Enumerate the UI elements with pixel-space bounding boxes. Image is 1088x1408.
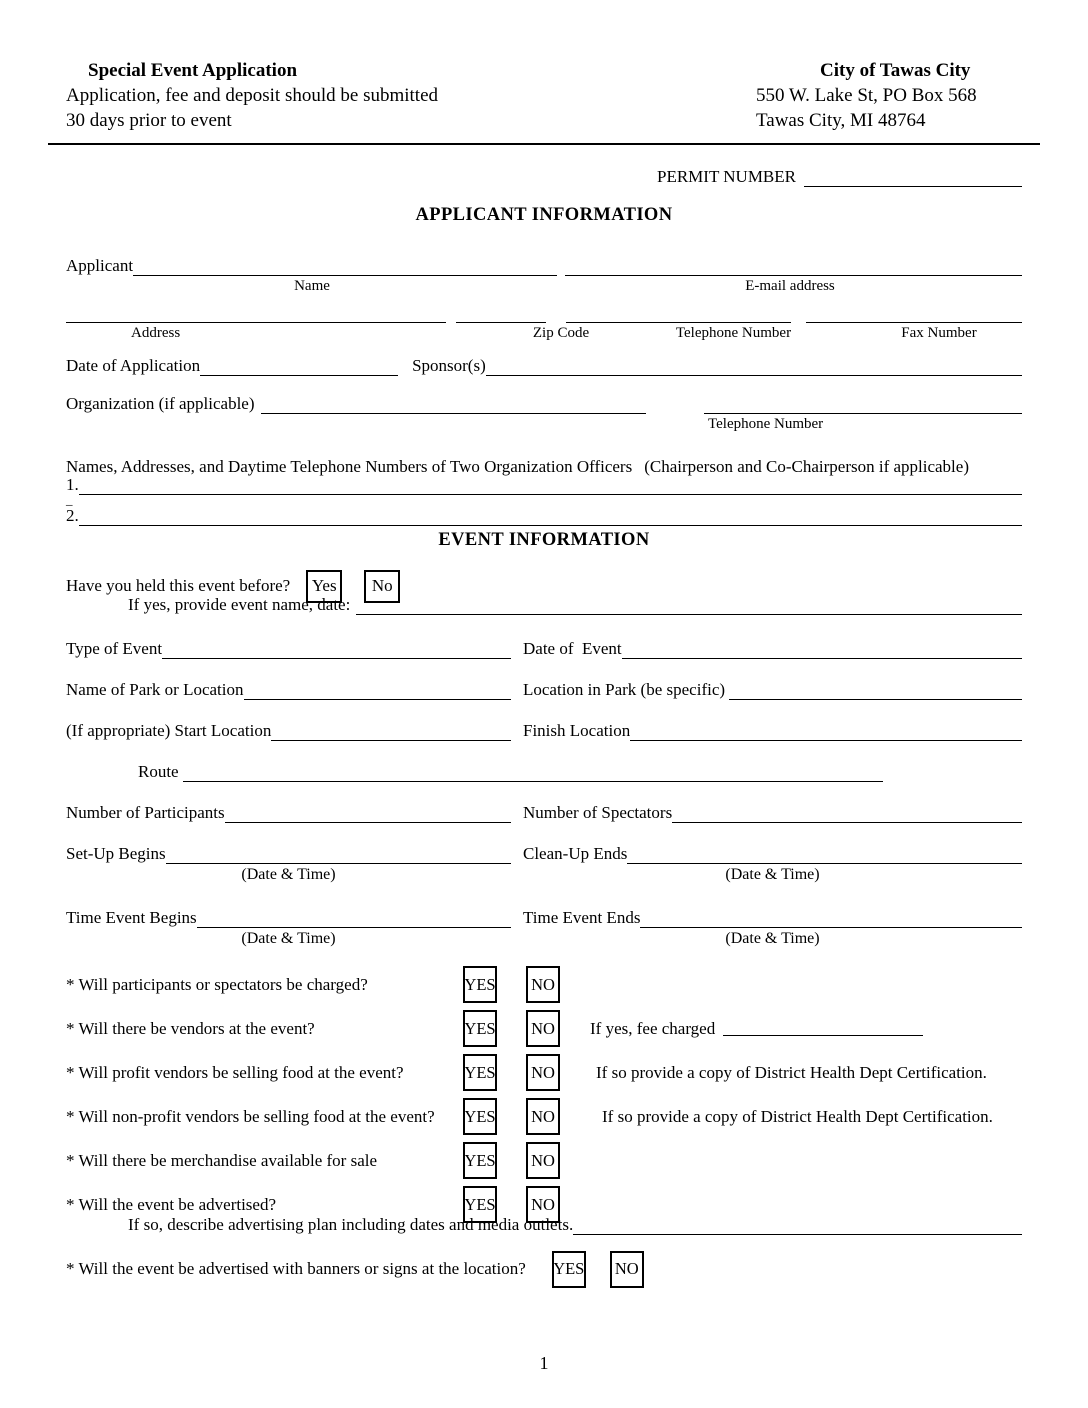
organization-telephone-field[interactable] (704, 397, 1023, 414)
cleanup-datetime-caption: (Date & Time) (725, 866, 820, 884)
start-location-field[interactable] (271, 724, 511, 741)
finish-location-field[interactable] (630, 724, 1022, 741)
question-vendors-row (66, 1010, 1022, 1047)
participants-field[interactable] (225, 806, 511, 823)
question-profit-vendors-row (66, 1054, 1022, 1091)
telephone-caption: Telephone Number (675, 325, 792, 342)
type-of-event-label: Type of Event (66, 639, 163, 659)
question-charged-row (66, 966, 1022, 1003)
q6-no-checkbox[interactable]: NO (526, 1186, 560, 1223)
time-ends-datetime-caption: (Date & Time) (725, 930, 820, 948)
q3-yes-checkbox[interactable]: YES (463, 1054, 497, 1091)
applicant-captions-row1 (66, 278, 1022, 295)
question-merchandise-row (66, 1142, 1022, 1179)
applicant-address-field[interactable] (66, 306, 446, 323)
applicant-section-title: APPLICANT INFORMATION (415, 205, 673, 226)
name-caption: Name (294, 278, 330, 295)
q5-yes-checkbox[interactable]: YES (463, 1142, 497, 1179)
applicant-email-field[interactable] (565, 259, 1022, 276)
question-merchandise-label: * Will there be merchandise available for sale (66, 1150, 378, 1170)
page-number: 1 (539, 1353, 549, 1373)
advertising-plan-row (66, 1215, 1022, 1235)
officer-2-row (66, 508, 1022, 526)
header-left (66, 58, 438, 133)
q3-certification-note: If so provide a copy of District Health Dept Certification. (596, 1062, 987, 1082)
officer-1-field[interactable] (79, 478, 1022, 495)
q4-no-checkbox[interactable]: NO (526, 1098, 560, 1135)
advertising-plan-label: If so, describe advertising plan including dates and media outlets. (128, 1215, 574, 1235)
q5-no-checkbox[interactable]: NO (526, 1142, 560, 1179)
zip-code-field[interactable] (456, 306, 546, 323)
q4-yes-checkbox[interactable]: YES (463, 1098, 497, 1135)
q1-no-checkbox[interactable]: NO (526, 966, 560, 1003)
finish-location-label: Finish Location (523, 721, 631, 741)
event-time-row (66, 908, 1022, 928)
city-address-line2: Tawas City, MI 48764 (756, 110, 926, 132)
q6-yes-checkbox[interactable]: YES (463, 1186, 497, 1223)
city-address-line1: 550 W. Lake St, PO Box 568 (756, 85, 977, 107)
park-name-label: Name of Park or Location (66, 680, 244, 700)
q3-no-checkbox[interactable]: NO (526, 1054, 560, 1091)
spectators-field[interactable] (672, 806, 1022, 823)
date-of-application-row (66, 356, 1022, 376)
applicant-name-field[interactable] (133, 259, 557, 276)
organization-field[interactable] (261, 397, 646, 414)
officers-heading-row (66, 457, 1022, 477)
sponsors-field[interactable] (486, 359, 1022, 376)
email-caption: E-mail address (745, 278, 835, 295)
route-row (66, 762, 1022, 782)
type-of-event-field[interactable] (162, 642, 511, 659)
time-ends-label: Time Event Ends (523, 908, 641, 928)
time-begins-datetime-caption: (Date & Time) (241, 930, 336, 948)
setup-begins-label: Set-Up Begins (66, 844, 166, 864)
question-banners-label: * Will the event be advertised with banners or signs at the location? (66, 1259, 526, 1279)
permit-number-field[interactable] (804, 170, 1022, 187)
start-location-label: (If appropriate) Start Location (66, 721, 272, 741)
officers-qualifier: (Chairperson and Co-Chairperson if applicable) (644, 457, 969, 477)
applicant-label: Applicant (66, 256, 134, 276)
setup-begins-field[interactable] (166, 847, 511, 864)
route-label: Route (138, 762, 183, 782)
question-nonprofit-vendors-label: * Will non-profit vendors be selling food at the event? (66, 1106, 435, 1126)
park-location-field[interactable] (729, 683, 1022, 700)
setup-datetime-caption: (Date & Time) (241, 866, 336, 884)
address-row (66, 309, 1022, 323)
park-name-field[interactable] (244, 683, 512, 700)
permit-number-row (66, 167, 1022, 187)
question-vendors-label: * Will there be vendors at the event? (66, 1018, 315, 1038)
event-time-datetime-captions (66, 930, 1022, 948)
park-location-label: Location in Park (be specific) (523, 680, 730, 700)
type-date-row (66, 639, 1022, 659)
held-before-yes-checkbox[interactable]: Yes (306, 570, 342, 603)
header-right (756, 58, 1018, 133)
time-ends-field[interactable] (640, 911, 1022, 928)
cleanup-ends-label: Clean-Up Ends (523, 844, 628, 864)
officers-label: Names, Addresses, and Daytime Telephone Numbers of Two Organization Officers (66, 457, 633, 477)
date-of-event-label: Date of Event (523, 639, 622, 659)
cleanup-ends-field[interactable] (627, 847, 1022, 864)
participants-spectators-row (66, 803, 1022, 823)
officer-2-field[interactable] (79, 509, 1022, 526)
participants-label: Number of Participants (66, 803, 225, 823)
applicant-row (66, 256, 1022, 276)
question-banners-row (66, 1251, 1022, 1287)
submission-note-line2: 30 days prior to event (66, 110, 232, 132)
submission-note-line1: Application, fee and deposit should be submitted (66, 85, 439, 107)
organization-caption-row (66, 416, 1022, 433)
event-section-title: EVENT INFORMATION (438, 530, 650, 551)
zip-code-caption: Zip Code (532, 325, 590, 342)
officer-dash: _ (66, 492, 73, 508)
form-header (0, 0, 1088, 133)
officer-2-prefix: 2. (66, 506, 79, 526)
date-of-application-label: Date of Application (66, 356, 201, 376)
sponsors-label: Sponsor(s) (412, 356, 486, 376)
held-before-followup-label: If yes, provide event name, date: (128, 595, 351, 615)
setup-datetime-captions (66, 866, 1022, 884)
organization-row (66, 394, 1022, 414)
spectators-label: Number of Spectators (523, 803, 673, 823)
held-before-label: Have you held this event before? (66, 576, 291, 596)
organization-label: Organization (if applicable) (66, 394, 255, 414)
applicant-captions-row2 (66, 325, 1022, 342)
route-field[interactable] (183, 765, 883, 782)
spacer (66, 416, 708, 433)
officer-dash-row (66, 492, 1022, 508)
q7-yes-checkbox[interactable]: YES (552, 1251, 586, 1288)
park-location-row (66, 680, 1022, 700)
q2-yes-checkbox[interactable]: YES (463, 1010, 497, 1047)
form-title: Special Event Application (88, 60, 298, 81)
officer-1-row (66, 477, 1022, 495)
city-name: City of Tawas City (820, 60, 971, 81)
fee-charged-label: If yes, fee charged (590, 1018, 716, 1038)
q4-certification-note: If so provide a copy of District Health Dept Certification. (602, 1106, 993, 1126)
fax-caption: Fax Number (901, 325, 977, 342)
question-advertised-label: * Will the event be advertised? (66, 1194, 277, 1214)
q1-yes-checkbox[interactable]: YES (463, 966, 497, 1003)
start-finish-row (66, 721, 1022, 741)
fee-charged-field[interactable] (723, 1021, 923, 1036)
setup-cleanup-row (66, 844, 1022, 864)
organization-telephone-caption: Telephone Number (708, 416, 824, 433)
officer-1-prefix: 1. (66, 475, 79, 495)
held-before-no-checkbox[interactable]: No (364, 570, 400, 603)
header-divider (48, 143, 1040, 145)
question-profit-vendors-label: * Will profit vendors be selling food at the event? (66, 1062, 404, 1082)
held-before-followup-row (66, 595, 1022, 615)
advertising-plan-field[interactable] (573, 1218, 1022, 1235)
question-nonprofit-vendors-row (66, 1098, 1022, 1135)
telephone-number-field[interactable] (566, 306, 791, 323)
fax-number-field[interactable] (806, 306, 1022, 323)
time-begins-field[interactable] (197, 911, 511, 928)
time-begins-label: Time Event Begins (66, 908, 197, 928)
date-of-event-field[interactable] (622, 642, 1022, 659)
address-caption: Address (131, 325, 181, 342)
question-charged-label: * Will participants or spectators be charged? (66, 974, 368, 994)
permit-number-label: PERMIT NUMBER (656, 167, 796, 187)
date-of-application-field[interactable] (200, 359, 398, 376)
q2-no-checkbox[interactable]: NO (526, 1010, 560, 1047)
q7-no-checkbox[interactable]: NO (610, 1251, 644, 1288)
event-name-date-field[interactable] (356, 598, 1022, 615)
